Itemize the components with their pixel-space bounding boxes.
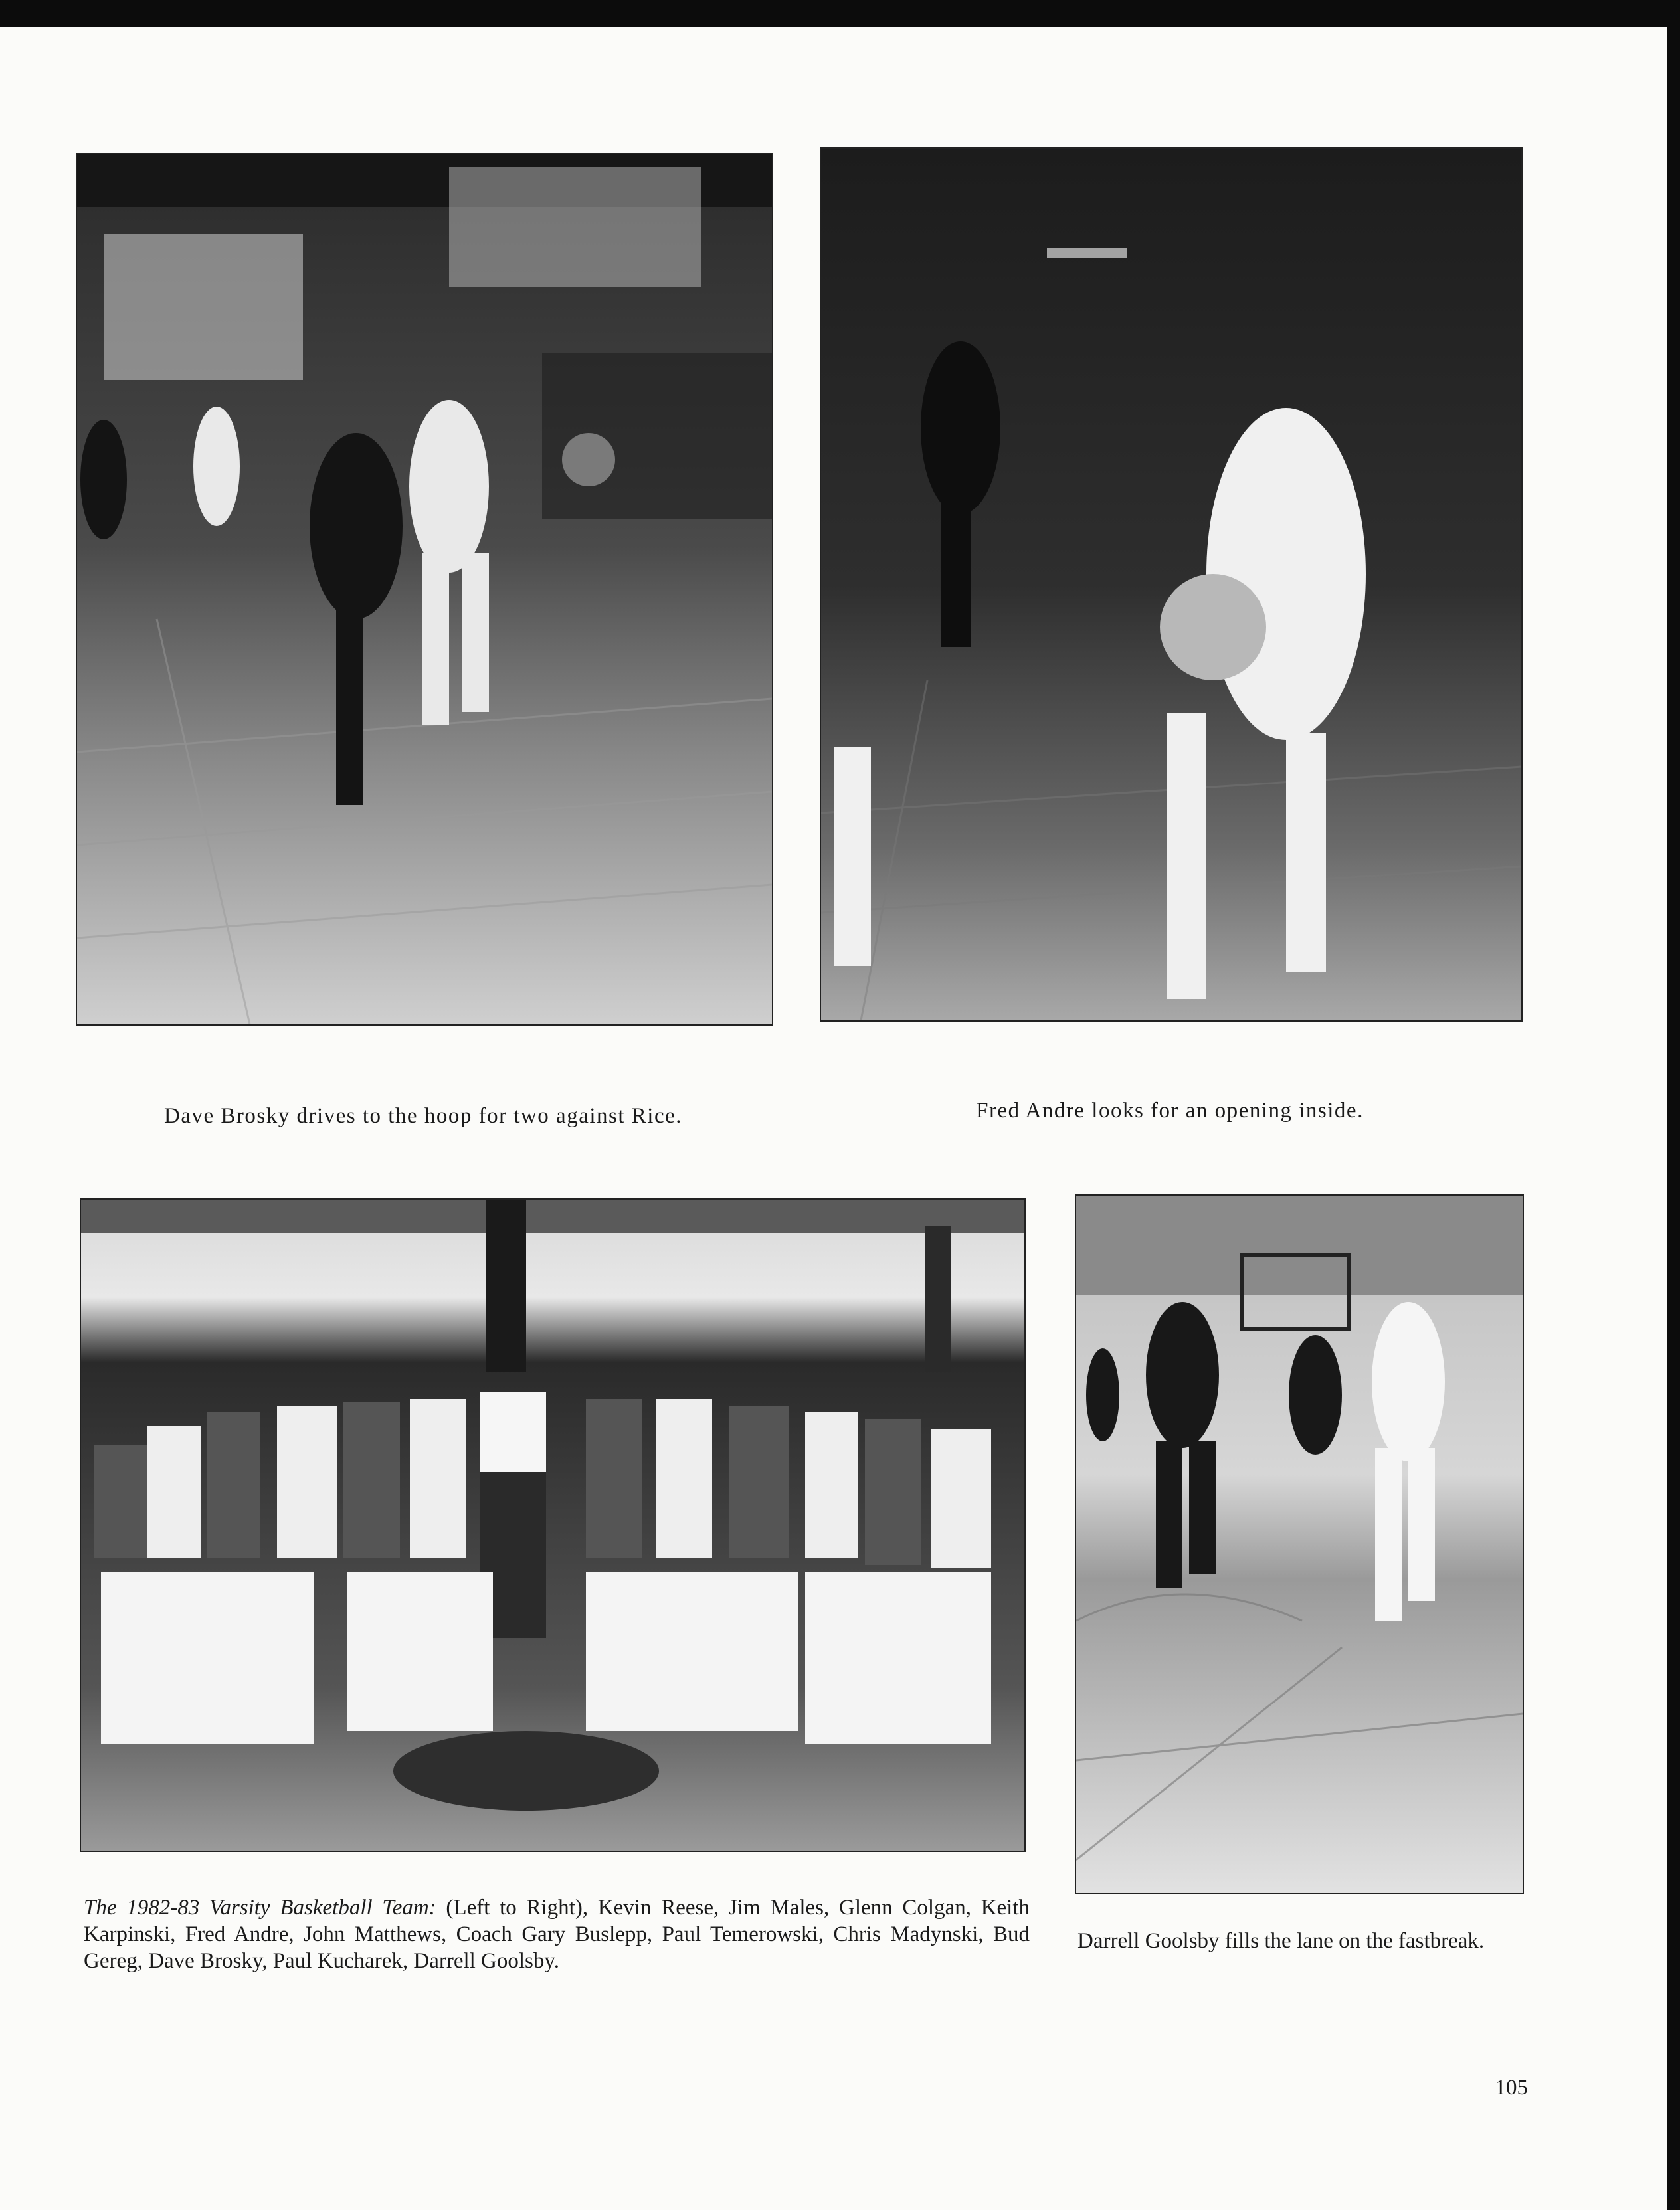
photo-goolsby-fastbreak	[1075, 1194, 1524, 1894]
caption-goolsby: Darrell Goolsby fills the lane on the fastbreak.	[1077, 1929, 1485, 1953]
photo-brosky-drive	[76, 153, 773, 1026]
caption-andre: Fred Andre looks for an opening inside.	[976, 1099, 1364, 1123]
photo-andre-dribble	[820, 147, 1523, 1022]
team-photo-image	[81, 1200, 1024, 1851]
brosky-photo-image	[77, 154, 772, 1024]
yearbook-page	[0, 27, 1667, 2210]
caption-brosky: Dave Brosky drives to the hoop for two against Rice.	[163, 1104, 683, 1128]
caption-team-title: The 1982-83 Varsity Basketball Team:	[84, 1896, 436, 1920]
page-number: 105	[1495, 2076, 1528, 2100]
caption-team	[84, 1894, 1030, 1974]
caption-team-names: (Left to Right), Kevin Reese, Jim Males, Glenn Colgan, Keith Karpinski, Fred Andre, John Matthews, Coach Gary Buslepp, Paul Temerowski, Chris Madynski, Bud Gereg, Dave Brosky, Paul Kucharek, Darrell Goolsby.	[84, 1896, 1030, 1973]
goolsby-photo-image	[1076, 1196, 1523, 1893]
photo-team-portrait	[80, 1198, 1026, 1852]
andre-photo-image	[821, 149, 1521, 1020]
